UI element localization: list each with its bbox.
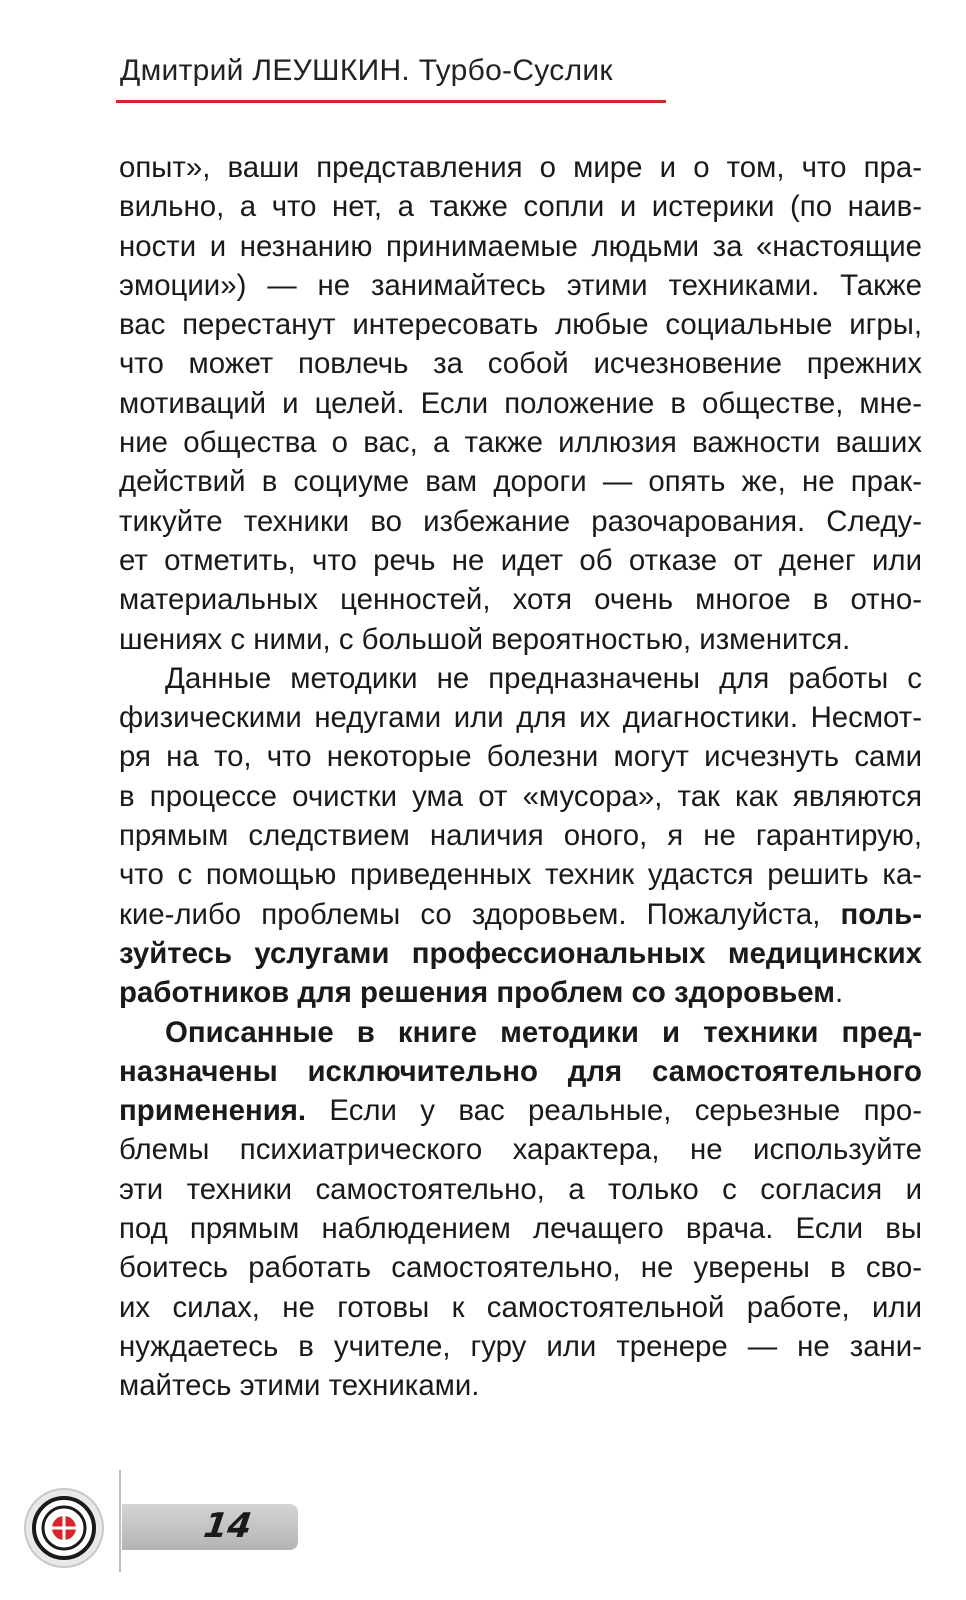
bold-segment: Описанные в книге методики и техники пред-	[165, 1015, 922, 1049]
paragraph-1	[119, 148, 922, 659]
text-line: физическими недугами или для их диагностики. Несмот-	[119, 701, 922, 735]
text-line: что может повлечь за собой исчезновение прежних	[119, 347, 922, 381]
text-line	[119, 1052, 922, 1091]
page-body	[119, 148, 922, 1406]
bold-segment: поль-	[840, 897, 922, 931]
text-line: мотиваций и целей. Если положение в обществе, мне-	[119, 386, 922, 420]
text-line: опыт», ваши представления о мире и о том, что пра-	[119, 151, 922, 184]
text-line: материальных ценностей, хотя очень многое в отно-	[119, 583, 922, 617]
text-line: тикуйте техники во избежание разочарования. Следу-	[119, 504, 922, 538]
text-line: нуждаетесь в учителе, гуру или тренере — не зани-	[119, 1329, 922, 1363]
text-segment: .	[834, 976, 844, 1010]
paragraph-3	[119, 1013, 922, 1406]
text-line: их силах, не готовы к самостоятельной работе, или	[119, 1290, 922, 1324]
text-line: ет отметить, что речь не идет об отказе от денег или	[119, 543, 922, 577]
bold-segment: зуйтесь услугами профессиональных медицинских	[119, 936, 922, 970]
page-footer	[0, 1470, 966, 1580]
text-line: шениях с ними, с большой вероятностью, изменится.	[119, 622, 851, 656]
text-line	[119, 1013, 922, 1052]
text-line: ря на то, что некоторые болезни могут исчезнуть сами	[119, 740, 922, 774]
text-line: вильно, а что нет, а также сопли и истерики (по наив-	[119, 190, 922, 224]
header-red-rule	[116, 100, 666, 103]
bold-segment: применения.	[119, 1094, 307, 1128]
text-line: боитесь работать самостоятельно, не уверены в сво-	[119, 1251, 922, 1285]
crosshair-target-icon	[24, 1488, 104, 1568]
text-line: майтесь этими техниками.	[119, 1369, 480, 1403]
text-line: под прямым наблюдением лечащего врача. Если вы	[119, 1212, 922, 1246]
bold-segment: работников для решения проблем со здоровьем	[119, 976, 835, 1010]
text-line: блемы психиатрического характера, не используйте	[119, 1133, 922, 1167]
text-line: эти техники самостоятельно, а только с согласия и	[119, 1172, 922, 1206]
text-line-mixed	[119, 895, 922, 934]
text-line: ние общества о вас, а также иллюзия важности ваших	[119, 426, 922, 460]
text-line	[119, 934, 922, 973]
text-line: в процессе очистки ума от «мусора», так как являются	[119, 779, 922, 813]
text-line: прямым следствием наличия оного, я не гарантирую,	[119, 819, 922, 853]
running-header: Дмитрий ЛЕУШКИН. Турбо-Суслик	[120, 54, 613, 87]
text-line	[119, 973, 922, 1012]
text-line: что с помощью приведенных техник удастся решить ка-	[119, 858, 922, 892]
text-line: ности и незнанию принимаемые людьми за «настоящие	[119, 229, 922, 263]
page-number: 14	[201, 1506, 255, 1546]
text-line-mixed	[119, 1091, 922, 1130]
text-segment: Если у вас реальные, серьезные про-	[306, 1094, 922, 1128]
text-line: действий в социуме вам дороги — опять же, не прак-	[119, 465, 922, 499]
text-line: Данные методики не предназначены для работы с	[165, 661, 922, 695]
text-line: эмоции») — не занимайтесь этими техниками. Также	[119, 268, 922, 302]
text-line: вас перестанут интересовать любые социальные игры,	[119, 308, 922, 342]
footer-divider	[119, 1470, 121, 1572]
bold-segment: назначены исключительно для самостоятельного	[119, 1054, 922, 1088]
paragraph-2	[119, 659, 922, 1013]
text-segment: кие-либо проблемы со здоровьем. Пожалуйста,	[119, 897, 841, 931]
